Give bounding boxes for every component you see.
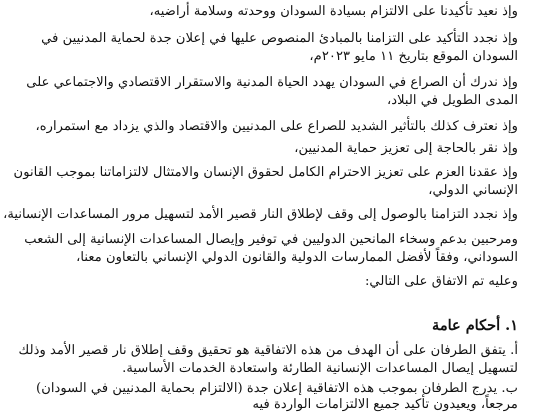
preamble-line: السوداني، وفقاً لأفضل الممارسات الدولية والقانون الدولي الإنساني بالتعاون معنا، bbox=[76, 250, 518, 265]
preamble-line: السودان الموقع بتاريخ ١١ مايو ٢٠٢٣م، bbox=[309, 49, 518, 64]
clause-line: أ. يتفق الطرفان على أن الهدف من هذه الاتفاقية هو تحقيق وقف إطلاق نار قصير الأمد وذلك bbox=[18, 343, 518, 358]
preamble-line: الإنساني الدولي، bbox=[428, 183, 518, 198]
preamble-line: المدى الطويل في البلاد، bbox=[386, 93, 518, 108]
clause-line: لتسهيل إيصال المساعدات الإنسانية الطارئة واستعادة الخدمات الأساسية. bbox=[122, 361, 518, 376]
preamble-line: وإذ نقر بالحاجة إلى تعزيز حماية المدنيين، bbox=[294, 141, 518, 156]
clause-line: ب. يدرج الطرفان بموجب هذه الاتفاقية إعلان جدة (الالتزام بحماية المدنيين في السودان) bbox=[36, 381, 518, 396]
preamble-line: ومرحبين بدعم وسخاء المانحين الدوليين في توفير وإيصال المساعدات الإنسانية إلى الشعب bbox=[24, 232, 518, 247]
preamble-line: وإذ نعيد تأكيدنا على الالتزام بسيادة السودان ووحدته وسلامة أراضيه، bbox=[149, 4, 518, 19]
preamble-line: وإذ نعترف كذلك بالتأثير الشديد للصراع على المدنيين والاقتصاد والذي يزداد مع استمراره، bbox=[35, 119, 518, 134]
clause-line: مرجعاً، ويعيدون تأكيد جميع الالتزامات الواردة فيه bbox=[252, 397, 518, 412]
preamble-line: وإذ نجدد التأكيد على التزامنا بالمبادئ المنصوص عليها في إعلان جدة لحماية المدنيين في bbox=[41, 31, 518, 46]
preamble-line: وإذ عقدنا العزم على تعزيز الاحترام الكامل لحقوق الإنسان والامتثال لالتزاماتنا بموجب القانون bbox=[13, 165, 518, 180]
preamble-line: وإذ ندرك أن الصراع في السودان يهدد الحياة المدنية والاستقرار الاقتصادي والاجتماعي على bbox=[26, 75, 518, 90]
preamble-line: وإذ نجدد التزامنا بالوصول إلى وقف لإطلاق النار قصير الأمد لتسهيل مرور المساعدات الإنسانية، bbox=[3, 207, 518, 222]
section-heading: ١. أحكام عامة bbox=[432, 317, 518, 334]
preamble-line: وعليه تم الاتفاق على التالي: bbox=[364, 274, 518, 289]
